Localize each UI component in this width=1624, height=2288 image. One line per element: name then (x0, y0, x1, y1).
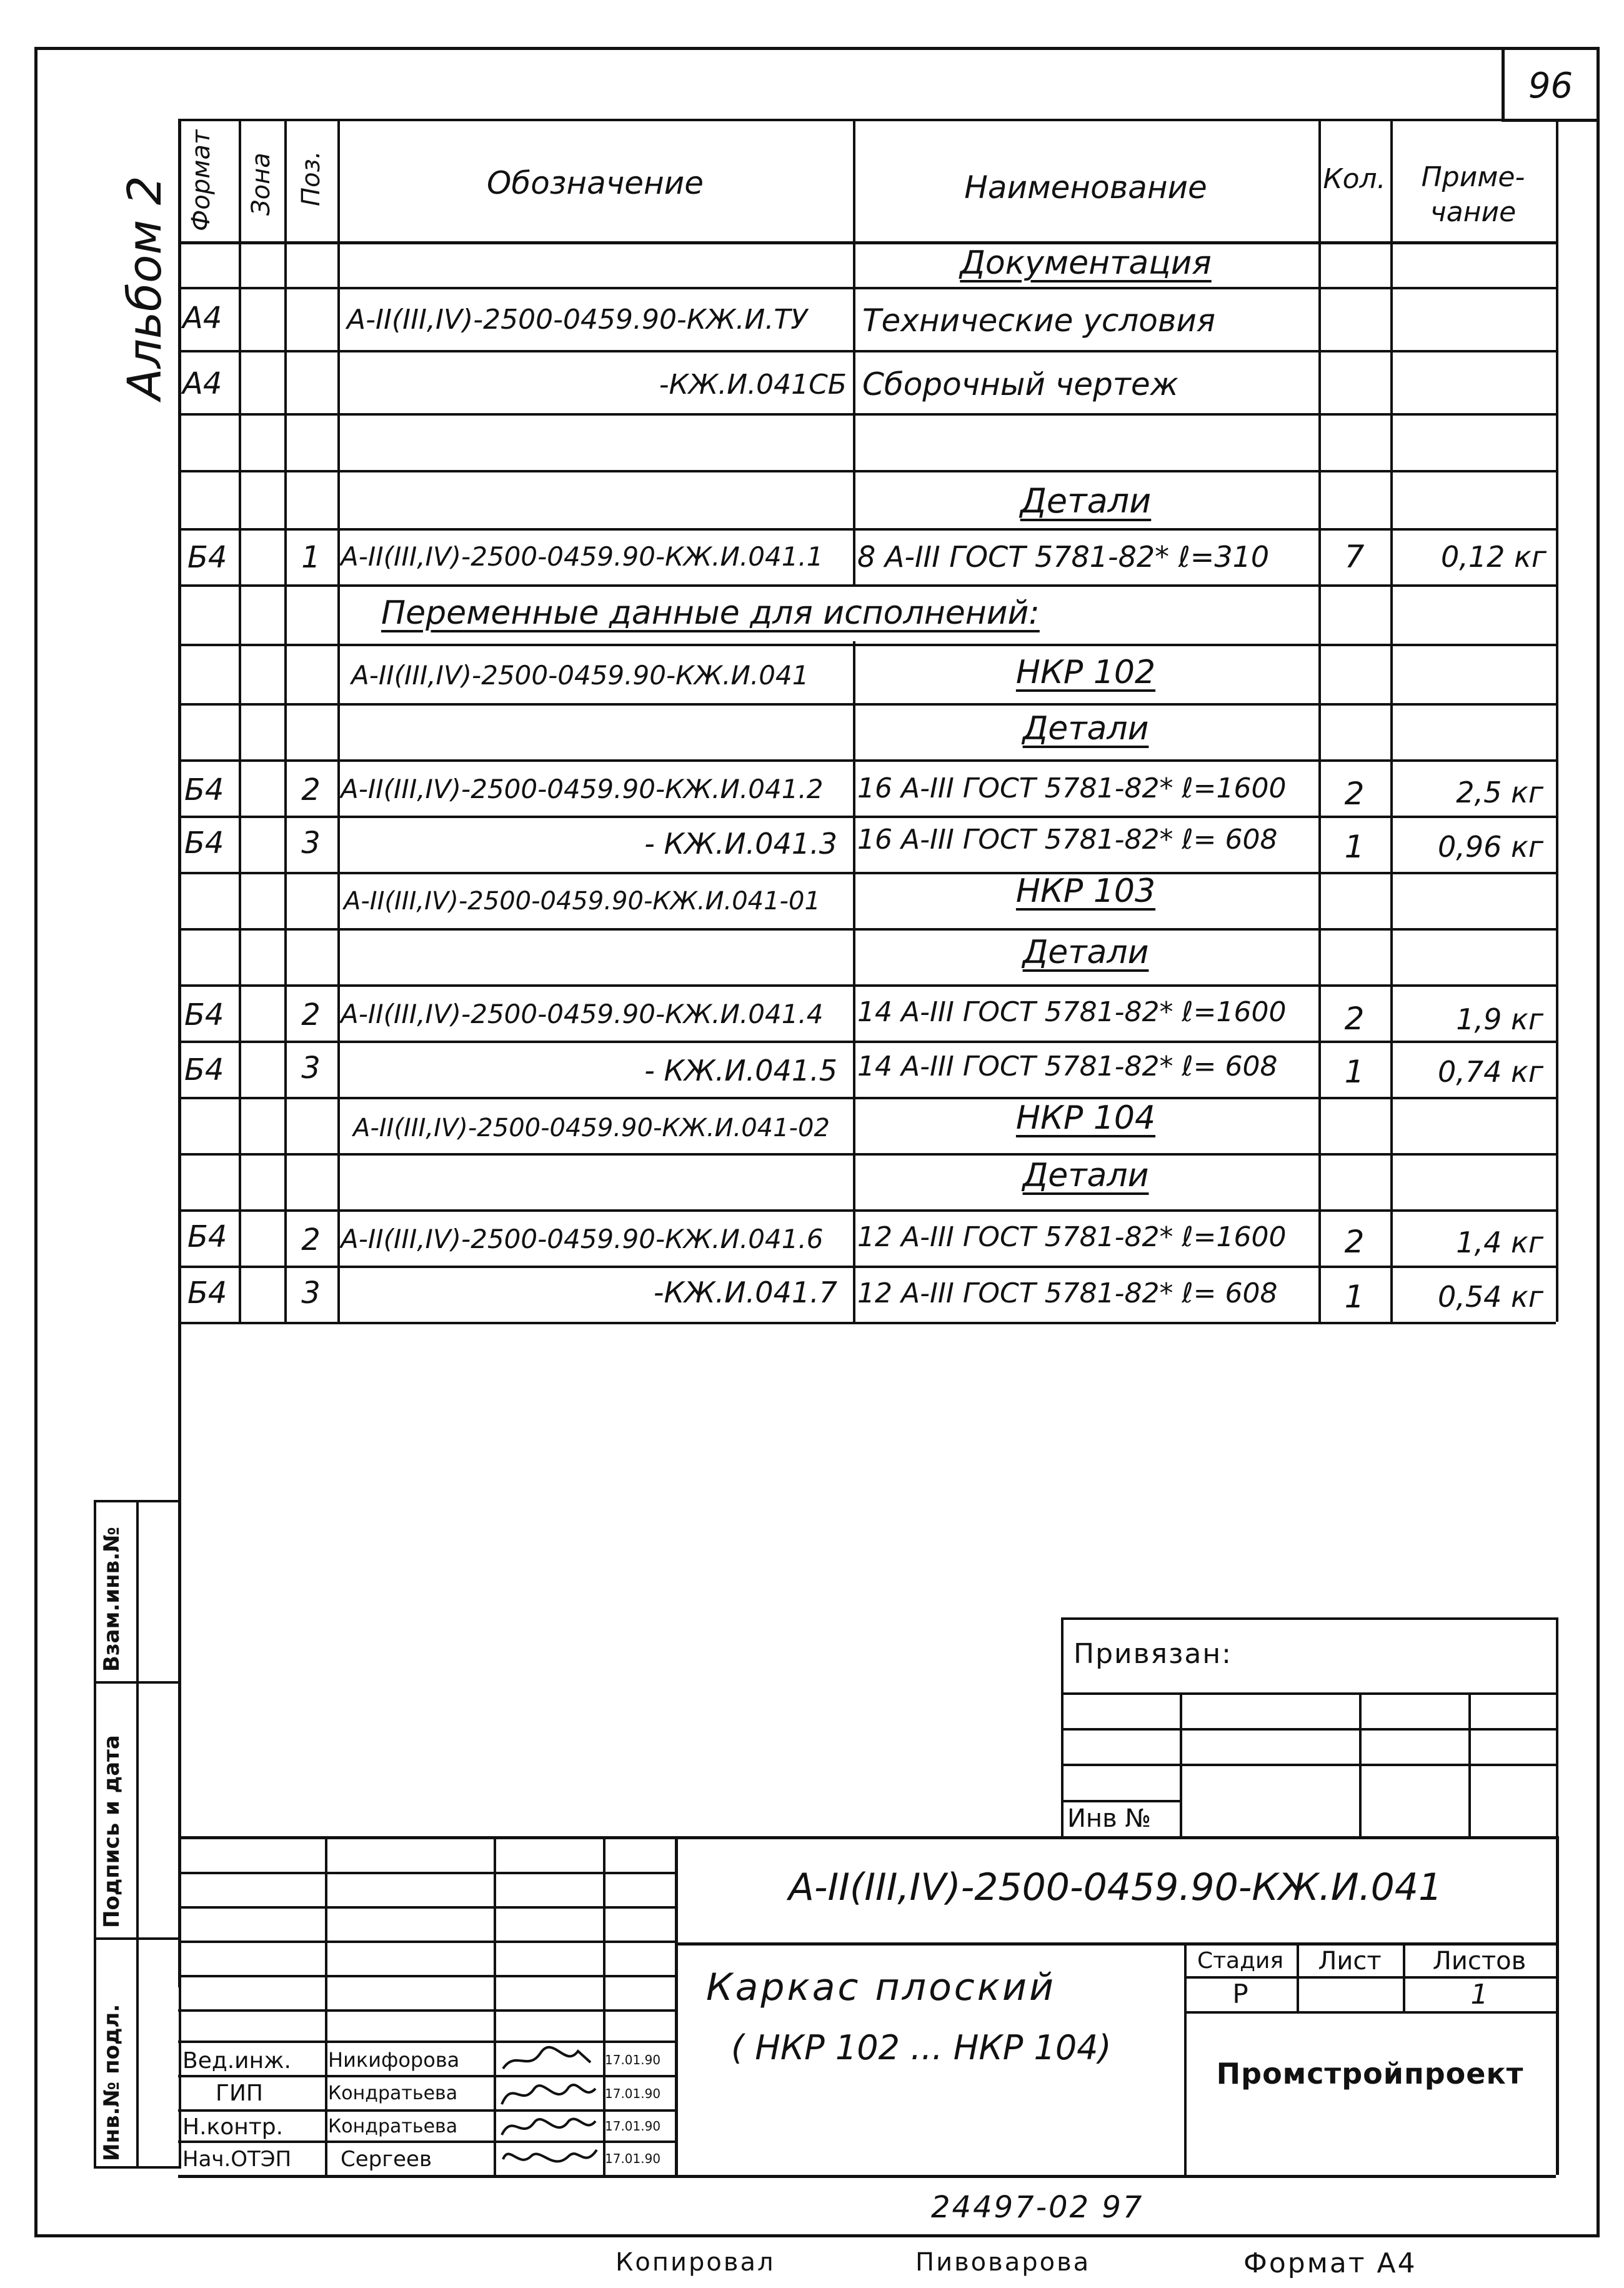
header-note-1: Приме- (1421, 161, 1525, 193)
album-label: Альбом 2 (118, 176, 172, 400)
sheets-label: Листов (1432, 1947, 1527, 1976)
row-qty: 1 (1344, 829, 1365, 865)
signature-4 (497, 2141, 600, 2175)
role-4: Нач.ОТЭП (182, 2147, 292, 2172)
linked-inv: Инв № (1067, 1804, 1151, 1833)
side-podp-data: Подпись и дата (99, 1735, 124, 1928)
tb-line (178, 1975, 675, 1977)
title-line-1: Каркас плоский (706, 1966, 1057, 2009)
row-format: Б4 (184, 1052, 224, 1087)
side-vzam-inv: Взам.инв.№ (99, 1527, 124, 1672)
row-format: Б4 (184, 826, 224, 861)
row-format: А4 (182, 301, 222, 336)
linked-line (1061, 1692, 1556, 1695)
row-line (178, 1097, 1556, 1099)
row-line (178, 1322, 1556, 1324)
tb-stage-line (1184, 2011, 1556, 2014)
linked-line (1061, 1800, 1180, 1802)
header-note-2: чание (1430, 196, 1517, 228)
linked-line (1061, 1728, 1556, 1731)
row-line (178, 1041, 1556, 1043)
row-qty: 2 (1344, 776, 1365, 812)
section-documentation: Документация (960, 244, 1212, 282)
row-line (178, 350, 1556, 352)
tb-line (178, 2141, 675, 2143)
side-stamp-divider (136, 1500, 139, 2169)
linked-label: Привязан: (1074, 1638, 1232, 1670)
row-line (178, 872, 1556, 874)
row-name: 16 А-III ГОСТ 5781-82* ℓ= 608 (857, 824, 1278, 856)
row-name: 12 А-III ГОСТ 5781-82* ℓ=1600 (857, 1221, 1287, 1253)
date-1: 17.01.90 (605, 2052, 661, 2067)
row-format: А4 (182, 366, 222, 401)
section-parts: Детали (1022, 1157, 1149, 1194)
col-line-zone (284, 119, 287, 1322)
name-3: Кондратьева (328, 2116, 458, 2137)
row-name: 16 А-III ГОСТ 5781-82* ℓ=1600 (857, 772, 1287, 804)
row-note: 0,12 кг (1441, 540, 1547, 574)
row-format: Б4 (187, 1276, 227, 1311)
date-4: 17.01.90 (605, 2151, 661, 2166)
row-designation: - КЖ.И.041.3 (644, 827, 837, 861)
row-designation: - КЖ.И.041.5 (644, 1054, 837, 1087)
title-block-top (178, 1836, 1556, 1839)
row-note: 0,96 кг (1438, 830, 1543, 864)
row-qty: 7 (1344, 539, 1365, 575)
row-note: 2,5 кг (1456, 776, 1543, 809)
variant-nkr104: НКР 104 (1015, 1099, 1156, 1137)
copied-name: Пивоварова (915, 2248, 1091, 2277)
row-designation: А-II(III,IV)-2500-0459.90-КЖ.И.041.4 (341, 999, 824, 1029)
row-name: 14 А-III ГОСТ 5781-82* ℓ= 608 (857, 1051, 1278, 1082)
role-1: Вед.инж. (182, 2048, 291, 2074)
tb-line (178, 2009, 675, 2012)
row-line (178, 644, 1556, 646)
row-designation: А-II(III,IV)-2500-0459.90-КЖ.И.041-02 (353, 1114, 830, 1142)
row-format: Б4 (184, 772, 224, 807)
linked-col (1180, 1692, 1182, 1836)
title-line-2: ( НКР 102 ... НКР 104) (731, 2028, 1112, 2067)
role-2: ГИП (216, 2081, 263, 2106)
stage-label: Стадия (1197, 1948, 1284, 1974)
tb-line (178, 2109, 675, 2112)
row-line (178, 470, 1556, 472)
row-qty: 1 (1344, 1279, 1365, 1315)
row-designation: -КЖ.И.041.7 (653, 1276, 837, 1309)
name-4: Сергеев (341, 2147, 432, 2172)
page-number: 96 (1528, 66, 1573, 106)
linked-top (1061, 1617, 1556, 1620)
row-note: 1,4 кг (1456, 1226, 1543, 1259)
row-designation: А-II(III,IV)-2500-0459.90-КЖ.И.041.6 (341, 1224, 824, 1254)
col-line-name (1318, 119, 1321, 1322)
row-name: 14 А-III ГОСТ 5781-82* ℓ=1600 (857, 996, 1287, 1028)
table-header-line (178, 241, 1556, 244)
date-2: 17.01.90 (605, 2086, 661, 2101)
row-designation: А-II(III,IV)-2500-0459.90-КЖ.И.041.1 (341, 541, 824, 572)
sheets-value: 1 (1470, 1979, 1488, 2011)
row-designation: А-II(III,IV)-2500-0459.90-КЖ.И.041.2 (341, 774, 824, 804)
side-stamp-line (94, 1681, 181, 1684)
section-parts: Детали (1022, 934, 1149, 971)
signature-2 (497, 2076, 600, 2111)
organization: Промстройпроект (1216, 2057, 1524, 2091)
name-1: Никифорова (328, 2048, 460, 2072)
stage-value: Р (1232, 1979, 1248, 2009)
header-name: Наименование (964, 169, 1207, 206)
col-line-pos (337, 119, 340, 1322)
signature-3 (497, 2110, 600, 2142)
sheet-label: Лист (1318, 1947, 1382, 1976)
header-zone: Зона (247, 152, 276, 216)
row-format: Б4 (187, 540, 227, 575)
row-line (178, 816, 1556, 818)
row-name: 8 А-III ГОСТ 5781-82* ℓ=310 (857, 540, 1270, 574)
tb-bottom (178, 2175, 1556, 2178)
variant-nkr102: НКР 102 (1015, 654, 1156, 691)
row-qty: 2 (1344, 1001, 1365, 1037)
tb-col (494, 1836, 496, 2175)
linked-col (1468, 1692, 1471, 1836)
copied-label: Копировал (615, 2248, 775, 2277)
row-name: Сборочный чертеж (862, 366, 1178, 402)
row-note: 0,54 кг (1438, 1280, 1543, 1314)
row-pos: 2 (301, 1222, 321, 1257)
date-3: 17.01.90 (605, 2119, 661, 2134)
row-name: 12 А-III ГОСТ 5781-82* ℓ= 608 (857, 1277, 1278, 1309)
row-line (178, 1209, 1556, 1212)
row-format: Б4 (187, 1219, 227, 1254)
row-qty: 1 (1344, 1054, 1365, 1090)
row-line (178, 1266, 1556, 1268)
col-line-qty (1390, 119, 1393, 1322)
row-designation: А-II(III,IV)-2500-0459.90-КЖ.И.041-01 (344, 887, 820, 916)
header-format: Формат (187, 129, 216, 231)
row-note: 0,74 кг (1438, 1055, 1543, 1089)
side-inv-podl: Инв.№ подл. (99, 2004, 124, 2161)
variable-data-heading: Переменные данные для исполнений: (381, 594, 1040, 632)
name-2: Кондратьева (328, 2082, 458, 2104)
header-designation: Обозначение (487, 165, 704, 201)
header-qty: Кол. (1323, 163, 1386, 195)
side-stamp-line (94, 1937, 181, 1940)
row-line (178, 984, 1556, 987)
row-pos: 3 (301, 1276, 321, 1311)
row-line (178, 759, 1556, 762)
row-designation: А-II(III,IV)-2500-0459.90-КЖ.И.041 (351, 660, 809, 691)
linked-left (1061, 1617, 1064, 1836)
row-line (178, 1153, 1556, 1156)
row-note: 1,9 кг (1456, 1002, 1543, 1036)
row-line (178, 528, 1556, 531)
row-qty: 2 (1344, 1224, 1365, 1260)
row-line (178, 287, 1556, 289)
document-code: А-II(III,IV)-2500-0459.90-КЖ.И.041 (788, 1866, 1443, 1909)
format-label: Формат А4 (1243, 2247, 1417, 2279)
section-parts: Детали (1020, 481, 1152, 521)
row-line (178, 703, 1556, 706)
tb-line (178, 1906, 675, 1909)
tb-line (178, 1941, 675, 1943)
section-parts: Детали (1022, 710, 1149, 747)
tb-code-line (675, 1942, 1556, 1946)
row-pos: 2 (301, 772, 321, 807)
row-format: Б4 (184, 997, 224, 1032)
tb-col (325, 1836, 327, 2175)
tb-line (178, 2041, 675, 2043)
tb-line (178, 2075, 675, 2077)
row-designation: -КЖ.И.041СБ (659, 369, 847, 401)
variant-nkr103: НКР 103 (1015, 872, 1156, 910)
header-pos: Поз. (297, 151, 326, 206)
row-pos: 1 (301, 540, 321, 575)
row-designation: А-II(III,IV)-2500-0459.90-КЖ.И.ТУ (347, 304, 808, 336)
row-name: Технические условия (862, 302, 1215, 339)
col-line-note (1556, 119, 1558, 1322)
title-block-right (1556, 1836, 1559, 2175)
linked-line (1061, 1764, 1556, 1766)
table-top-line (178, 119, 1556, 121)
tb-line (178, 1872, 675, 1874)
archive-number: 24497-02 97 (931, 2190, 1144, 2225)
linked-col (1359, 1692, 1362, 1836)
row-pos: 3 (301, 1051, 321, 1086)
row-line (178, 928, 1556, 931)
signature-1 (497, 2044, 600, 2075)
role-3: Н.контр. (182, 2114, 284, 2140)
row-pos: 2 (301, 997, 321, 1032)
col-line-format (239, 119, 241, 1322)
row-pos: 3 (301, 826, 321, 861)
linked-right (1556, 1617, 1558, 1836)
row-line (178, 413, 1556, 416)
